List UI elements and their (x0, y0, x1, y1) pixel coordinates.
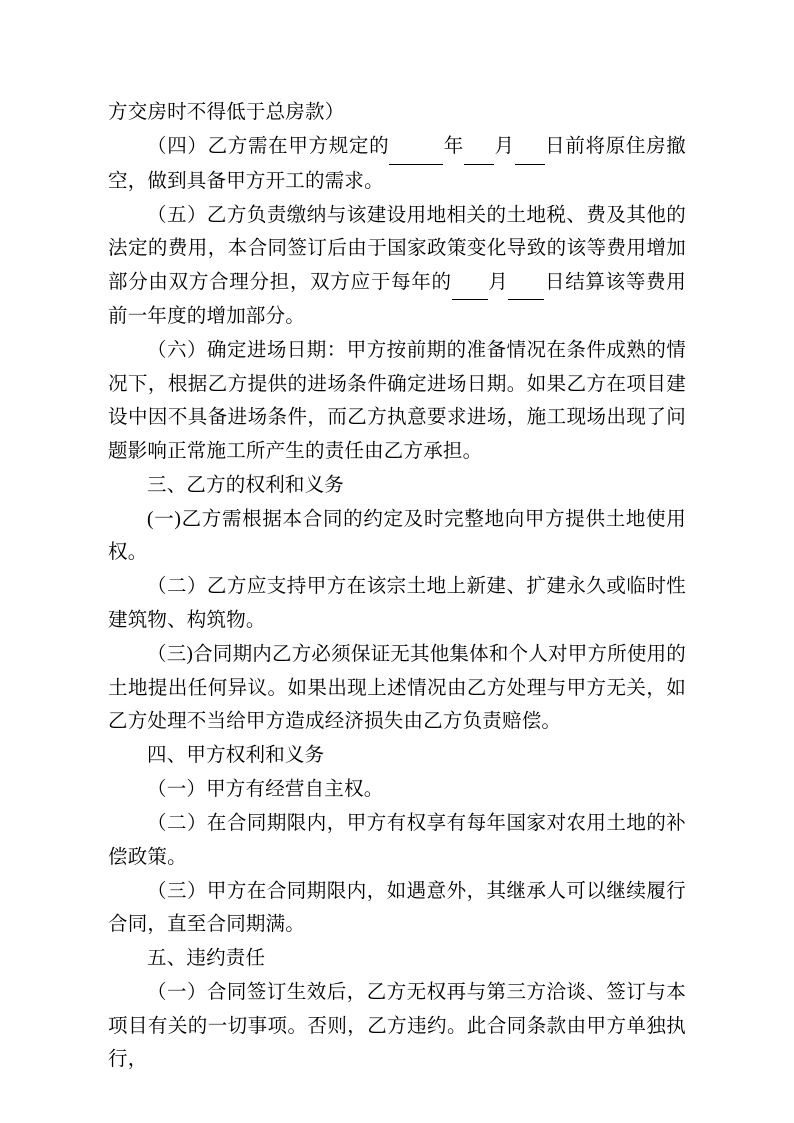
paragraph-text: 年 (443, 136, 464, 158)
paragraph-p-3-3: （三)合同期内乙方必须保证无其他集体和个人对甲方所使用的土地提出任何异议。如果出现上述情况由乙方处理与甲方无关，如乙方处理不当给甲方造成经济损失由乙方负责赔偿。 (108, 644, 686, 733)
fill-in-blank[interactable] (389, 130, 443, 165)
paragraph-text: 月 (493, 136, 515, 158)
paragraph-h-4: 四、甲方权利和义务 (147, 745, 325, 767)
paragraph-text: 月 (487, 271, 509, 293)
paragraph-p-2-5 (108, 199, 686, 334)
paragraph-text: 日前将原住房撤空，做到具备甲方开工的需求。 (108, 136, 687, 192)
fill-in-blank[interactable] (515, 130, 545, 165)
paragraph-p-4-2: （二）在合同期限内，甲方有权享有每年国家对农用土地的补偿政策。 (108, 813, 686, 868)
paragraph-h-5: 五、违约责任 (147, 948, 266, 970)
paragraph-p-3-1: (一)乙方需根据本合同的约定及时完整地向甲方提供土地使用权。 (108, 508, 686, 564)
paragraph-text: （四）乙方需在甲方规定的 (147, 136, 390, 158)
paragraph-h-3: 三、乙方的权利和义务 (147, 474, 345, 496)
paragraph-text: （五）乙方负责缴纳与该建设用地相关的土地税、费及其他的法定的费用，本合同签订后由于国家政策变化导致的该等费用增加部分由双方合理分担，双方应于每年的 (108, 204, 686, 293)
paragraph-p-2-4 (108, 130, 686, 198)
fill-in-blank[interactable] (452, 266, 488, 301)
paragraph-text: 日结算该等费用前一年度的增加部分。 (108, 271, 686, 328)
document-body (108, 96, 686, 1077)
paragraph-p-4-1: （一）甲方有经营自主权。 (147, 779, 384, 801)
paragraph-p-4-3: （三）甲方在合同期限内，如遇意外，其继承人可以继续履行合同，直至合同期满。 (108, 880, 686, 936)
fill-in-blank[interactable] (464, 130, 494, 165)
paragraph-p-5-1: （一）合同签订生效后，乙方无权再与第三方洽谈、签订与本项目有关的一切事项。否则，乙方违约。此合同条款由甲方单独执行， (108, 982, 686, 1071)
fill-in-blank[interactable] (508, 266, 544, 301)
paragraph-p-3-2: （二）乙方应支持甲方在该宗土地上新建、扩建永久或临时性建筑物、构筑物。 (108, 576, 686, 631)
paragraph-p-2-6: （六）确定进场日期：甲方按前期的准备情况在条件成熟的情况下，根据乙方提供的进场条件确定进场日期。如果乙方在项目建设中因不具备进场条件，而乙方执意要求进场，施工现场出现了问题影响正常施工所产生的责任由乙方承担。 (108, 340, 686, 462)
paragraph-p-continued-line: 方交房时不得低于总房款） (108, 102, 345, 123)
